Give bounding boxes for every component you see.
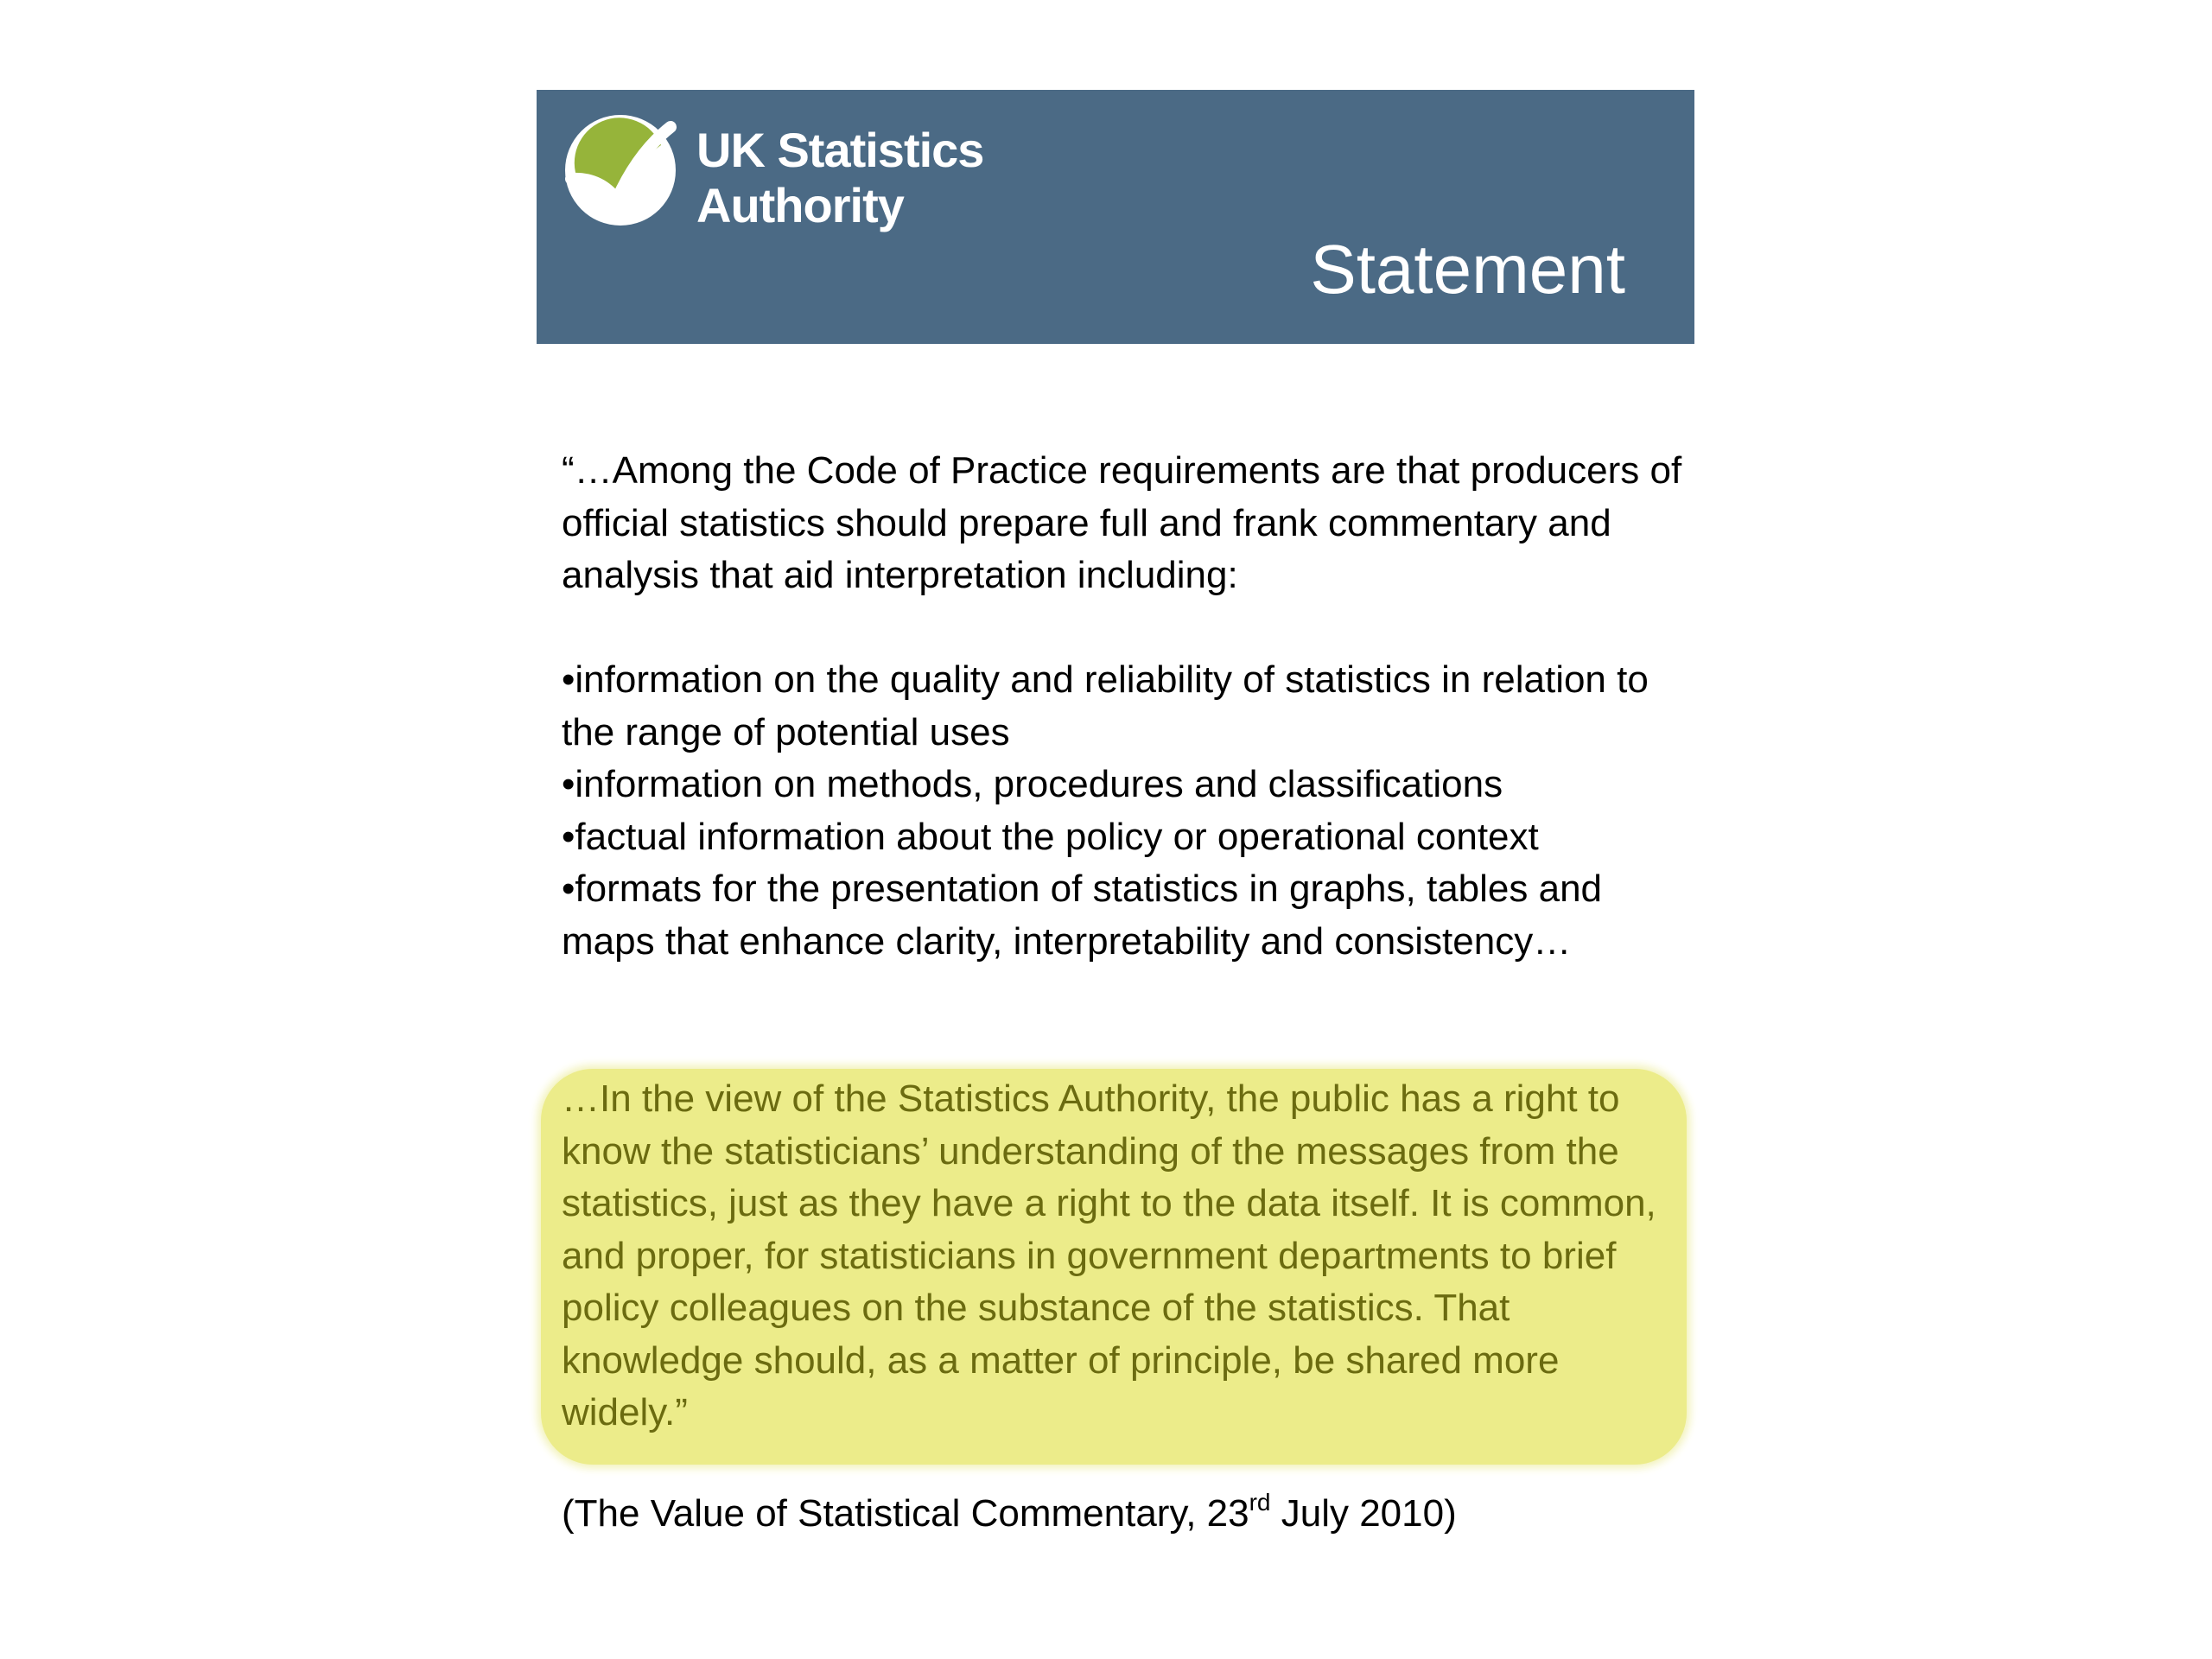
organisation-name-line1: UK Statistics <box>696 123 984 177</box>
list-item: •information on the quality and reliability of statistics in relation to the range of potential uses <box>562 658 1649 753</box>
highlighted-quote: …In the view of the Statistics Authority, the public has a right to know the statisticians’ understanding of the messages from the statistics, just as they have a right to the data itself. It is common, and proper, for statisticians in government departments to brief policy colleagues on the substance of the statistics. That knowledge should, as a matter of principle, be shared more widely.” <box>562 1077 1656 1433</box>
citation-superscript: rd <box>1249 1489 1271 1516</box>
organisation-name-line2: Authority <box>696 178 904 232</box>
organisation-name <box>696 123 983 233</box>
citation <box>562 1488 1457 1540</box>
statement-banner <box>537 90 1694 344</box>
quote-intro: “…Among the Code of Practice requirements are that producers of official statistics should prepare full and frank commentary and analysis that aid interpretation including: <box>562 449 1682 596</box>
requirements-list <box>562 654 1685 968</box>
list-item: •formats for the presentation of statistics in graphs, tables and maps that enhance clarity, interpretability and consistency… <box>562 868 1603 963</box>
list-item: •factual information about the policy or operational context <box>562 815 1539 858</box>
citation-date: July 2010) <box>1270 1492 1457 1535</box>
list-item: •information on methods, procedures and classifications <box>562 763 1503 805</box>
citation-text: (The Value of Statistical Commentary, 23 <box>562 1492 1249 1535</box>
check-mark-logo-icon <box>563 113 677 227</box>
banner-title: Statement <box>1310 231 1625 308</box>
